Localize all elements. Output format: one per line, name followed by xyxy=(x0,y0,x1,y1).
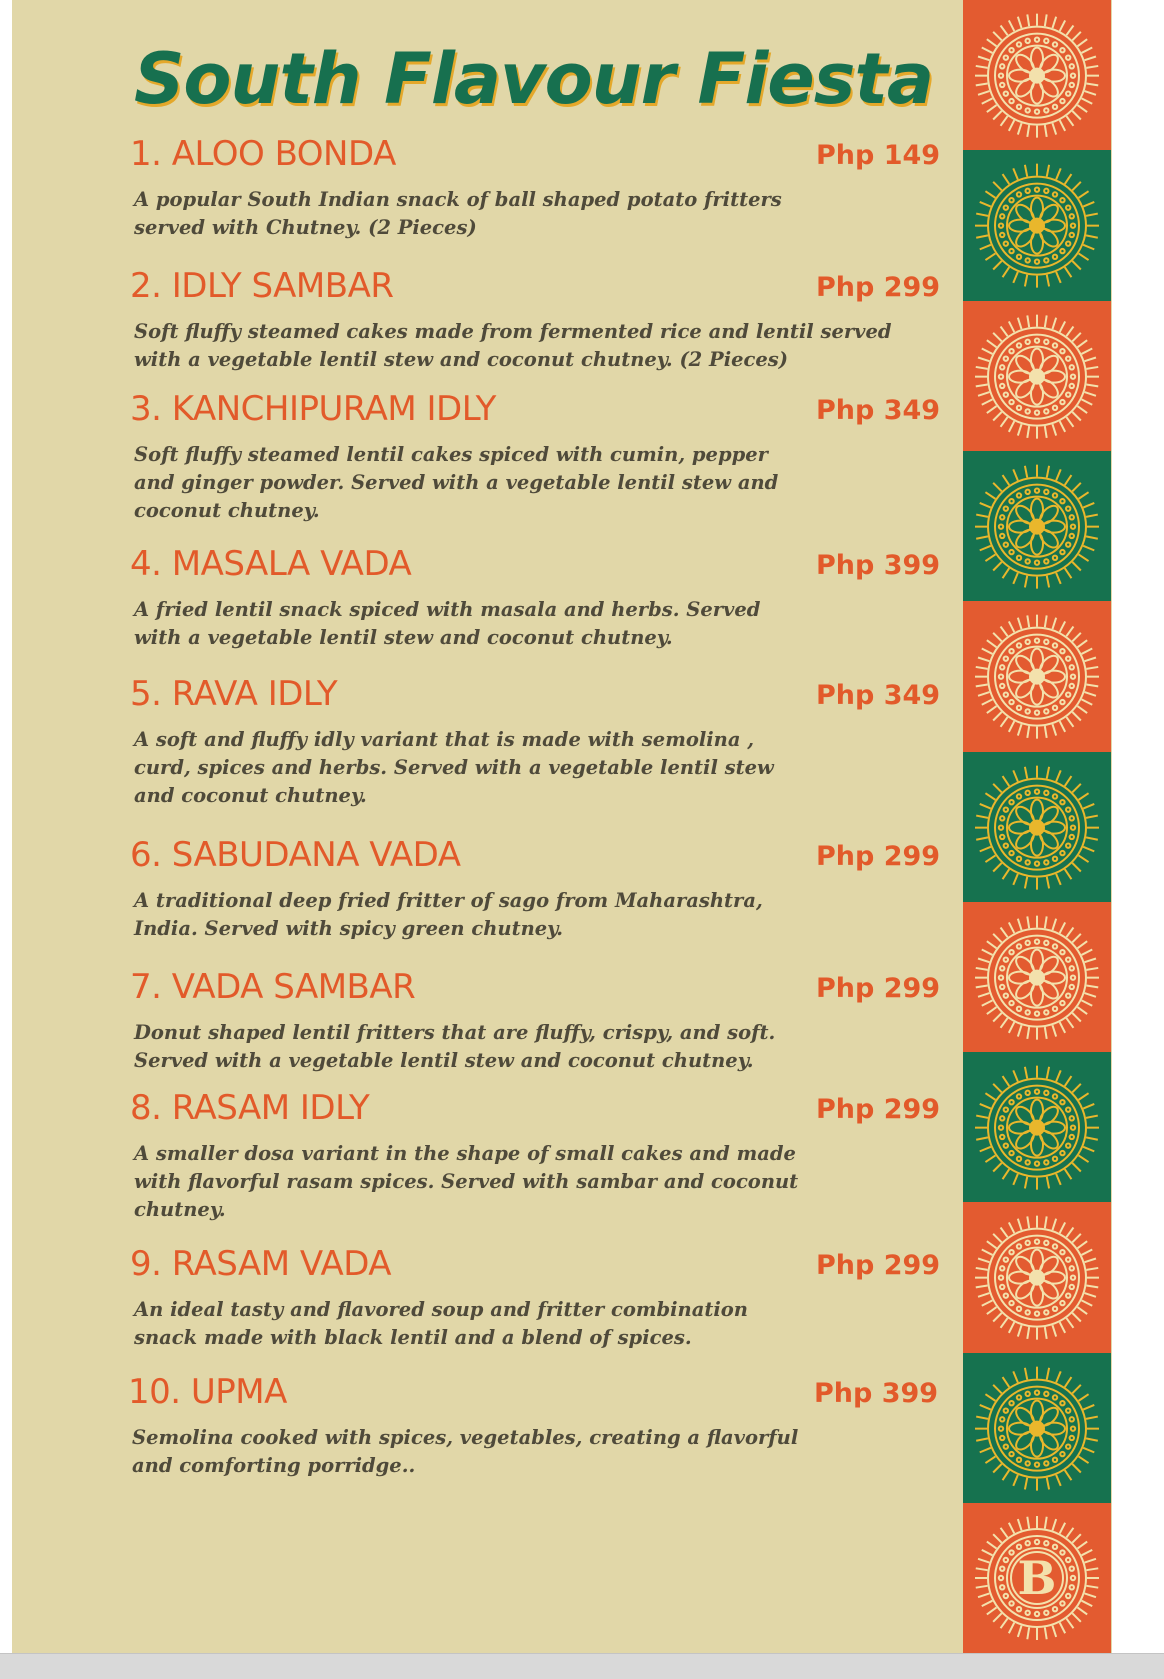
menu-item-name: 10. UPMA xyxy=(128,1372,287,1412)
mandala-icon xyxy=(963,301,1111,452)
mandala-icon xyxy=(963,1353,1111,1504)
menu-item-name: 2. IDLY SAMBAR xyxy=(130,266,394,306)
menu-item-name: 5. RAVA IDLY xyxy=(130,674,338,714)
menu-item-price: Php 399 xyxy=(814,1378,939,1409)
mandala-icon xyxy=(963,1052,1111,1203)
mandala-tile xyxy=(963,451,1111,602)
menu-item-description: A popular South Indian snack of ball shaped potato fritters served with Chutney. (2 Pieces) xyxy=(134,188,782,239)
mandala-icon xyxy=(963,451,1111,602)
menu-item-description: Soft fluffy steamed lentil cakes spiced with cumin, pepper and ginger powder. Served with a vegetable lentil stew and coconut chutney. xyxy=(134,443,779,522)
bottom-scrollbar-area xyxy=(0,1653,1164,1679)
mandala-tile xyxy=(963,1202,1111,1353)
mandala-icon xyxy=(963,752,1111,903)
menu-page xyxy=(12,0,1112,1653)
mandala-tile xyxy=(963,0,1111,151)
menu-item-price: Php 399 xyxy=(816,550,941,581)
mandala-icon xyxy=(963,601,1111,752)
mandala-icon xyxy=(963,902,1111,1053)
mandala-tile xyxy=(963,1052,1111,1203)
menu-item-price: Php 149 xyxy=(816,140,941,171)
menu-item-price: Php 299 xyxy=(816,1250,941,1281)
menu-item-description: A smaller dosa variant in the shape of small cakes and made with flavorful rasam spices. Served with sambar and coconut chutney. xyxy=(134,1142,799,1221)
menu-item-price: Php 299 xyxy=(816,272,941,303)
menu-item-description: A traditional deep fried fritter of sago from Maharashtra, India. Served with spicy green chutney. xyxy=(134,889,763,940)
mandala-icon xyxy=(963,1202,1111,1353)
mandala-tile xyxy=(963,1503,1111,1653)
menu-item-name: 1. ALOO BONDA xyxy=(130,134,396,174)
mandala-icon xyxy=(963,0,1111,151)
menu-item-name: 4. MASALA VADA xyxy=(130,544,412,584)
menu-item-price: Php 299 xyxy=(816,1094,941,1125)
menu-item-price: Php 349 xyxy=(816,680,941,711)
mandala-tile xyxy=(963,301,1111,452)
menu-item-description: Soft fluffy steamed cakes made from fermented rice and lentil served with a vegetable lentil stew and coconut chutney. (2 Pieces) xyxy=(134,320,892,371)
mandala-tile xyxy=(963,1353,1111,1504)
menu-item-description: An ideal tasty and flavored soup and fritter combination snack made with black lentil and a blend of spices. xyxy=(134,1298,748,1349)
mandala-tile xyxy=(963,150,1111,301)
brand-logo-icon xyxy=(963,1503,1111,1653)
menu-item-description: Donut shaped lentil fritters that are fluffy, crispy, and soft. Served with a vegetable lentil stew and coconut chutney. xyxy=(134,1021,776,1072)
menu-item-name: 7. VADA SAMBAR xyxy=(130,967,416,1007)
menu-item-name: 6. SABUDANA VADA xyxy=(130,835,461,875)
mandala-icon xyxy=(963,150,1111,301)
menu-item-price: Php 299 xyxy=(816,841,941,872)
menu-item-name: 3. KANCHIPURAM IDLY xyxy=(130,389,496,429)
mandala-tile xyxy=(963,752,1111,903)
menu-item-description: A fried lentil snack spiced with masala and herbs. Served with a vegetable lentil stew and coconut chutney. xyxy=(134,598,761,649)
menu-item-description: A soft and fluffy idly variant that is made with semolina , curd, spices and herbs. Served with a vegetable lentil stew and coconut chutney. xyxy=(134,728,774,807)
menu-title: South Flavour Fiesta xyxy=(134,38,934,120)
brand-logo-letter: B xyxy=(1017,1551,1057,1605)
mandala-tile xyxy=(963,902,1111,1053)
menu-item-name: 8. RASAM IDLY xyxy=(130,1088,370,1128)
menu-item-price: Php 349 xyxy=(816,395,941,426)
menu-item-description: Semolina cooked with spices, vegetables, creating a flavorful and comforting porridge.. xyxy=(132,1426,799,1477)
menu-item-name: 9. RASAM VADA xyxy=(130,1244,392,1284)
mandala-tile xyxy=(963,601,1111,752)
menu-item-price: Php 299 xyxy=(816,973,941,1004)
decorative-strip xyxy=(963,0,1111,1653)
